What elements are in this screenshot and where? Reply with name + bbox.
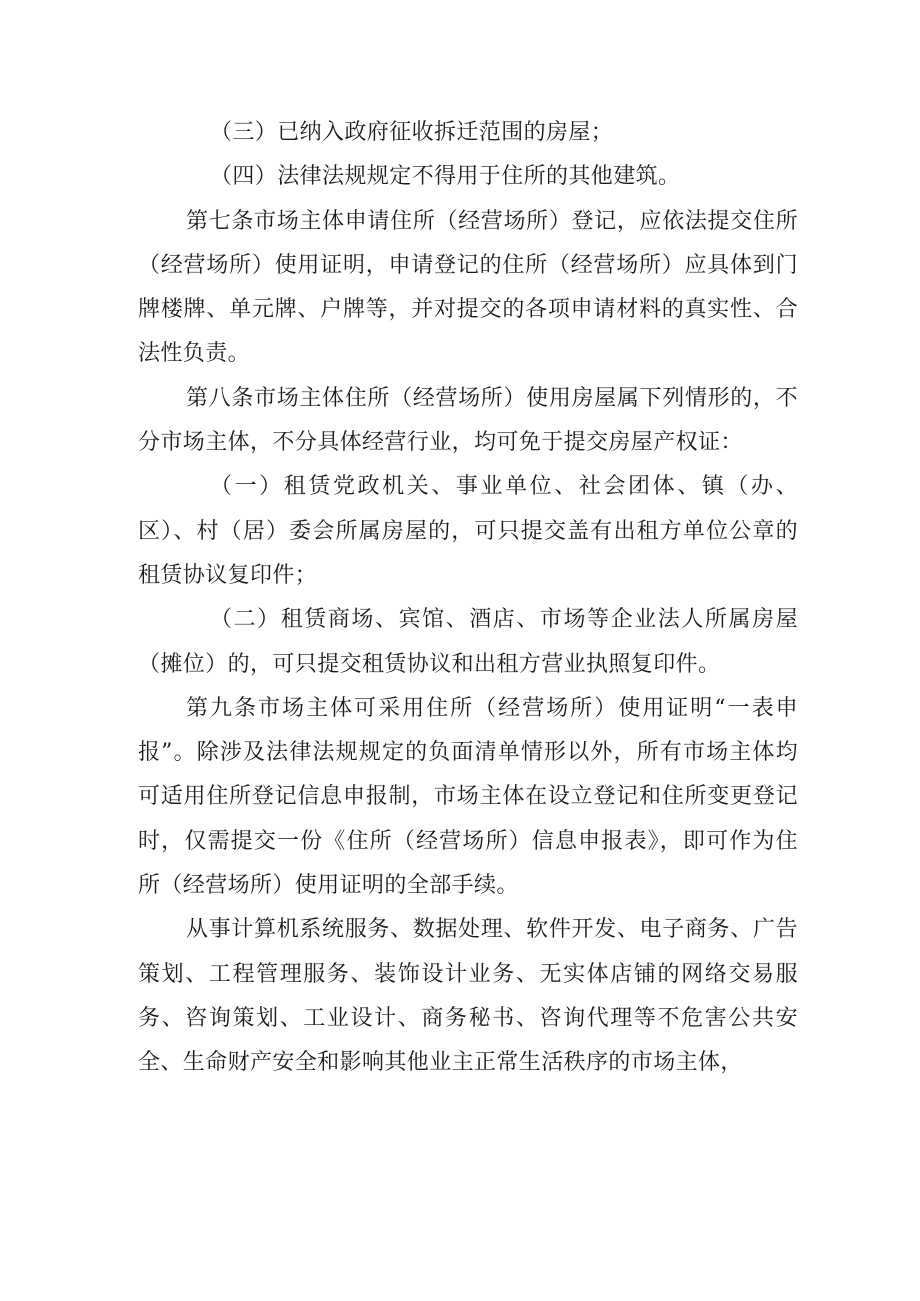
paragraph-item-2: （二）租赁商场、宾馆、酒店、市场等企业法人所属房屋（摊位）的，可只提交租赁协议和出租方营业执照复印件。 xyxy=(138,607,798,677)
paragraph-item-4: （四）法律法规规定不得用于住所的其他建筑。 xyxy=(210,164,681,190)
paragraph-article-7: 第七条市场主体申请住所（经营场所）登记，应依法提交住所（经营场所）使用证明，申请登记的住所（经营场所）应具体到门牌楼牌、单元牌、户牌等，并对提交的各项申请材料的真实性、合法性负责。 xyxy=(138,208,798,367)
paragraph-article-8: 第八条市场主体住所（经营场所）使用房屋属下列情形的，不分市场主体，不分具体经营行业，均可免于提交房屋产权证： xyxy=(138,385,798,456)
paragraph-item-3: （三）已纳入政府征收拆迁范围的房屋； xyxy=(210,120,614,145)
paragraph-continuation: 从事计算机系统服务、数据处理、软件开发、电子商务、广告策划、工程管理服务、装饰设计业务、无实体店铺的网络交易服务、咨询策划、工业设计、商务秘书、咨询代理等不危害公共安全、生命财产安全和影响其他业主正常生活秩序的市场主体， xyxy=(138,917,798,1076)
paragraph-item-1: （一）租赁党政机关、事业单位、社会团体、镇（办、区）、村（居）委会所属房屋的，可只提交盖有出租方单位公章的租赁协议复印件； xyxy=(138,474,798,588)
paragraph-article-9: 第九条市场主体可采用住所（经营场所）使用证明“一表申报”。除涉及法律法规规定的负面清单情形以外，所有市场主体均可适用住所登记信息申报制，市场主体在设立登记和住所变更登记时，仅需提交一份《住所（经营场所）信息申报表》，即可作为住所（经营场所）使用证明的全部手续。 xyxy=(138,695,798,899)
document-body xyxy=(138,111,798,1086)
